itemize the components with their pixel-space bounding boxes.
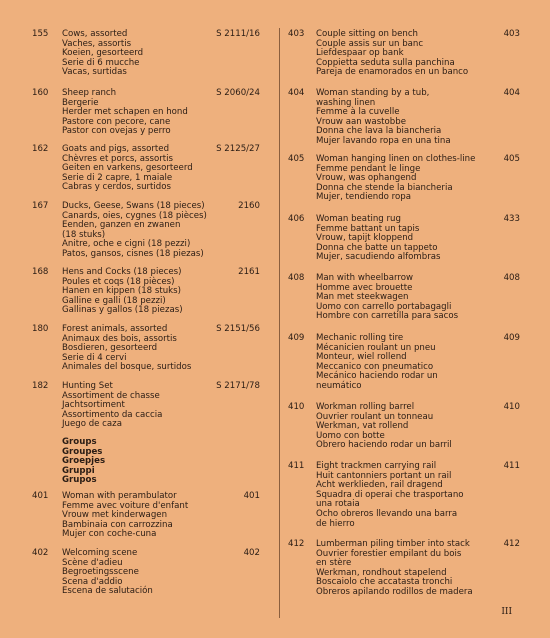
description-line: Assortimento da caccia: [62, 409, 163, 420]
catalog-entry: [288, 334, 520, 392]
description-line: Juego de caza: [62, 419, 122, 430]
catalog-entry: [32, 145, 276, 193]
description-line: Mecánico haciendo rodar un: [316, 371, 438, 382]
description-line: Ducks, Geese, Swans (18 pieces): [62, 201, 205, 211]
description-line: Vrouw, tapijt kloppend: [316, 233, 414, 244]
description-line: Cabras y cerdos, surtidos: [62, 182, 171, 193]
description-line: Begroetingsscene: [62, 567, 139, 578]
description-line: Couple assis sur un banc: [316, 38, 424, 49]
description-line: Vrouw aan wastobbe: [316, 116, 406, 127]
description-line: Bosdieren, gesorteerd: [62, 343, 158, 354]
item-number: 411: [288, 461, 305, 471]
description-line: Sheep ranch: [62, 88, 117, 98]
article-code: 410: [503, 402, 520, 412]
entry-descriptions: [316, 215, 520, 263]
description-line: Obreros apilando rodillos de madera: [316, 586, 473, 597]
description-line: Anitre, oche e cigni (18 pezzi): [62, 239, 191, 250]
description-line: Eenden, ganzen en zwanen: [62, 220, 181, 231]
description-line: neumático: [316, 380, 362, 391]
item-number: 162: [32, 144, 49, 154]
description-line: Mujer lavando ropa en una tina: [316, 135, 451, 146]
description-line: Obrero haciendo rodar un barril: [316, 440, 452, 451]
article-code: 433: [503, 214, 520, 224]
description-line: Mujer con coche-cuna: [62, 529, 157, 540]
description-line: Geiten en varkens, gesorteerd: [62, 163, 193, 174]
catalog-entry: [288, 462, 520, 529]
entry-descriptions: [316, 540, 520, 598]
description-line: Homme avec brouette: [316, 282, 413, 293]
description-line: Woman beating rug: [316, 214, 401, 224]
description-line: Scène d'adieu: [62, 557, 123, 568]
description-line: Vrouw met kinderwagen: [62, 510, 168, 521]
catalog-entry: [32, 549, 276, 597]
description-line: Monteur, wiel rollend: [316, 352, 407, 363]
description-line: washing linen: [316, 97, 376, 108]
entry-descriptions: [316, 403, 520, 451]
page-number: III: [501, 607, 512, 617]
item-number: 412: [288, 539, 305, 549]
description-line: Acht werklieden, rail dragend: [316, 480, 443, 491]
description-line: Hanen en kippen (18 stuks): [62, 286, 181, 297]
description-line: Femme pendant le linge: [316, 163, 421, 174]
item-number: 409: [288, 333, 305, 343]
description-line: Coppietta seduta sulla panchina: [316, 57, 455, 68]
description-line: Femme à la cuvelle: [316, 107, 400, 118]
article-code: S 2060/24: [216, 88, 260, 98]
groups-heading-line: Gruppi: [62, 465, 95, 476]
description-line: Squadra di operai che trasportano: [316, 489, 464, 500]
description-line: Vrouw, was ophangend: [316, 173, 417, 184]
description-line: Couple sitting on bench: [316, 29, 418, 39]
catalog-entry: [288, 155, 520, 203]
item-number: 180: [32, 324, 49, 334]
description-line: Mujer, tendiendo ropa: [316, 192, 411, 203]
article-code: 408: [503, 273, 520, 283]
entry-descriptions: [316, 334, 520, 392]
description-line: Workman rolling barrel: [316, 402, 415, 412]
description-line: Pastor con ovejas y perro: [62, 126, 171, 137]
catalog-entry: [32, 202, 276, 260]
description-line: Escena de salutación: [62, 586, 153, 597]
article-code: S 2111/16: [216, 29, 260, 39]
catalog-entry: [288, 274, 520, 322]
description-line: Boscaiolo che accatasta tronchi: [316, 577, 453, 588]
description-line: Animales del bosque, surtidos: [62, 362, 192, 373]
description-line: Forest animals, assorted: [62, 324, 168, 334]
description-line: Uomo con botte: [316, 430, 385, 441]
description-line: Vaches, assortis: [62, 38, 132, 49]
description-line: Mechanic rolling tire: [316, 333, 404, 343]
item-number: 410: [288, 402, 305, 412]
description-line: Scena d'addio: [62, 576, 123, 587]
catalog-entry: [32, 30, 276, 78]
article-code: 402: [243, 548, 260, 558]
description-line: Canards, oies, cygnes (18 pièces): [62, 210, 207, 221]
groups-heading-line: Groepjes: [62, 456, 106, 467]
description-line: Welcoming scene: [62, 548, 138, 558]
catalog-entry: [288, 215, 520, 263]
description-line: Animaux des bois, assortis: [62, 333, 177, 344]
description-line: Bergerie: [62, 97, 99, 108]
catalog-entry: [32, 89, 276, 137]
description-line: Poules et coqs (18 pièces): [62, 276, 175, 287]
description-line: una rotaia: [316, 499, 360, 510]
groups-heading-line: Groupes: [62, 446, 103, 457]
groups-heading-line: Grupos: [62, 475, 97, 486]
description-line: Mécanicien roulant un pneu: [316, 342, 436, 353]
description-line: Woman hanging linen on clothes-line: [316, 154, 476, 164]
column-divider: [279, 28, 280, 618]
description-line: Goats and pigs, assorted: [62, 144, 170, 154]
description-line: (18 stuks): [62, 229, 106, 240]
description-line: Hens and Cocks (18 pieces): [62, 267, 182, 277]
description-line: Man met steekwagen: [316, 292, 409, 303]
description-line: Herder met schapen en hond: [62, 107, 188, 118]
groups-heading: [62, 438, 105, 486]
item-number: 167: [32, 201, 49, 211]
entry-descriptions: [316, 89, 520, 147]
article-code: 412: [503, 539, 520, 549]
groups-heading-line: Groups: [62, 437, 97, 447]
article-code: 411: [503, 461, 520, 471]
article-code: 405: [503, 154, 520, 164]
item-number: 160: [32, 88, 49, 98]
description-line: Meccanico con pneumatico: [316, 361, 434, 372]
item-number: 401: [32, 491, 49, 501]
catalog-entry: [32, 492, 276, 540]
description-line: Ocho obreros llevando una barra: [316, 508, 458, 519]
description-line: Ouvrier roulant un tonneau: [316, 411, 434, 422]
description-line: Mujer, sacudiendo alfombras: [316, 252, 441, 263]
description-line: Hombre con carretilla para sacos: [316, 311, 459, 322]
description-line: Ouvrier forestier empilant du bois: [316, 548, 462, 559]
catalog-entry: [32, 382, 276, 430]
description-line: Woman with perambulator: [62, 491, 177, 501]
item-number: 403: [288, 29, 305, 39]
description-line: Eight trackmen carrying rail: [316, 461, 437, 471]
description-line: Serie di 6 mucche: [62, 57, 140, 68]
description-line: Gallinas y gallos (18 piezas): [62, 305, 183, 316]
item-number: 402: [32, 548, 49, 558]
entry-descriptions: [316, 155, 520, 203]
article-code: 404: [503, 88, 520, 98]
article-code: 401: [243, 491, 260, 501]
description-line: de hierro: [316, 518, 355, 529]
entry-descriptions: [316, 274, 520, 322]
description-line: Liefdespaar op bank: [316, 48, 404, 59]
description-line: Lumberman piling timber into stack: [316, 539, 470, 549]
description-line: Bambinaia con carrozzina: [62, 519, 173, 530]
item-number: 408: [288, 273, 305, 283]
description-line: en stère: [316, 558, 352, 569]
catalog-entry: [288, 540, 520, 598]
article-code: S 2151/56: [216, 324, 260, 334]
item-number: 168: [32, 267, 49, 277]
catalog-entry: [288, 403, 520, 451]
description-line: Uomo con carrello portabagagli: [316, 301, 452, 312]
description-line: Galline e galli (18 pezzi): [62, 295, 166, 306]
description-line: Donna che batte un tappeto: [316, 242, 438, 253]
description-line: Serie di 4 cervi: [62, 352, 127, 363]
description-line: Woman standing by a tub,: [316, 88, 430, 98]
article-code: 2160: [238, 201, 260, 211]
entry-descriptions: [316, 462, 520, 529]
description-line: Vacas, surtidas: [62, 67, 127, 78]
item-number: 405: [288, 154, 305, 164]
article-code: 409: [503, 333, 520, 343]
catalog-entry: [32, 325, 276, 373]
article-code: S 2171/78: [216, 381, 260, 391]
catalog-entry: [288, 89, 520, 147]
description-line: Pastore con pecore, cane: [62, 116, 171, 127]
description-line: Hunting Set: [62, 381, 113, 391]
description-line: Werkman, rondhout stapelend: [316, 567, 447, 578]
description-line: Pareja de enamorados en un banco: [316, 67, 469, 78]
description-line: Chèvres et porcs, assortis: [62, 153, 174, 164]
article-code: 403: [503, 29, 520, 39]
item-number: 406: [288, 214, 305, 224]
description-line: Donna che stende la biancheria: [316, 182, 453, 193]
description-line: Serie di 2 capre, 1 maiale: [62, 172, 173, 183]
description-line: Patos, gansos, cisnes (18 piezas): [62, 248, 204, 259]
description-line: Donna che lava la biancheria: [316, 126, 442, 137]
description-line: Jachtsortiment: [62, 400, 125, 411]
description-line: Assortiment de chasse: [62, 390, 160, 401]
description-line: Femme battant un tapis: [316, 223, 420, 234]
description-line: Koeien, gesorteerd: [62, 48, 144, 59]
item-number: 404: [288, 88, 305, 98]
article-code: 2161: [238, 267, 260, 277]
description-line: Femme avec voiture d'enfant: [62, 500, 189, 511]
description-line: Man with wheelbarrow: [316, 273, 413, 283]
item-number: 182: [32, 381, 49, 391]
article-code: S 2125/27: [216, 144, 260, 154]
description-line: Cows, assorted: [62, 29, 128, 39]
catalog-entry: [288, 30, 520, 78]
description-line: Huit cantonniers portant un rail: [316, 470, 452, 481]
item-number: 155: [32, 29, 49, 39]
description-line: Werkman, vat rollend: [316, 421, 409, 432]
catalog-entry: [32, 268, 276, 316]
entry-descriptions: [316, 30, 520, 78]
